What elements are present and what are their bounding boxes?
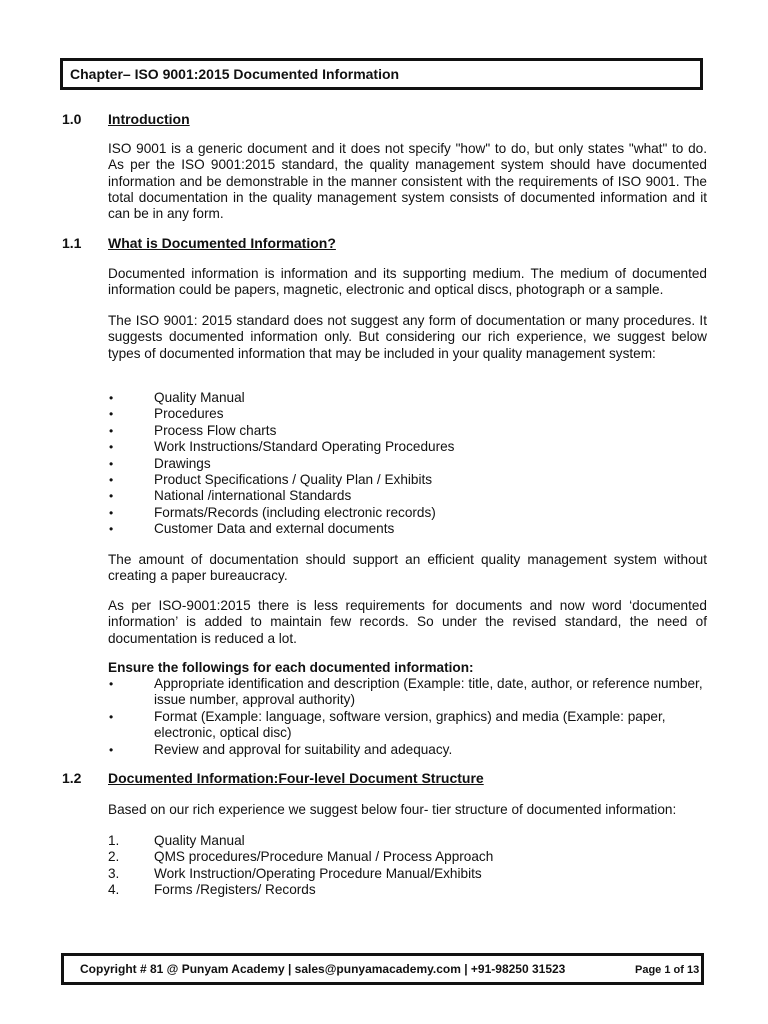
bullet-icon: • <box>109 473 114 488</box>
list-number: 3. <box>108 865 120 881</box>
intro-paragraph: ISO 9001 is a generic document and it does not specify "how" to do, but only states "what" to do. As per the ISO 9001:2015 standard, the quality management system should have documented information and be demonstrable in the manner consistent with the requirements of ISO 9001. The total documentation in the quality management system consists of documented information and it can be in any form. <box>108 141 707 222</box>
list-item: • Work Instructions/Standard Operating Procedures <box>109 439 455 455</box>
list-item: • Appropriate identification and description (Example: title, date, author, or reference number, issue number, approval authority) <box>109 676 703 708</box>
bullet-icon: • <box>109 407 114 422</box>
list-item: • Drawings <box>109 455 211 471</box>
page-footer <box>61 953 704 985</box>
list-item: • Format (Example: language, software version, graphics) and media (Example: paper, electronic, optical disc) <box>109 708 666 741</box>
page-number: Page 1 of 13 <box>635 964 700 976</box>
list-item: • Formats/Records (including electronic records) <box>109 504 436 520</box>
amount-paragraph: The amount of documentation should support an efficient quality management system without creating a paper bureaucracy. <box>108 552 707 584</box>
bullet-icon: • <box>109 742 114 757</box>
structure-list <box>108 833 708 899</box>
bullet-icon: • <box>109 709 114 724</box>
document-types-list <box>108 390 708 538</box>
list-number: 2. <box>108 849 120 865</box>
section-title: Documented Information:Four-level Document Structure <box>108 770 484 786</box>
list-number: 1. <box>108 833 120 848</box>
bullet-icon: • <box>109 677 114 691</box>
standard-paragraph: The ISO 9001: 2015 standard does not suggest any form of documentation or many procedures. It suggests documented information only. But considering our rich experience, we suggest below types of documented information that may be included in your quality management system: <box>108 313 707 361</box>
section-title: What is Documented Information? <box>108 235 336 251</box>
list-item: • Product Specifications / Quality Plan / Exhibits <box>109 472 433 488</box>
bullet-icon: • <box>109 505 114 520</box>
structure-paragraph: Based on our rich experience we suggest below four- tier structure of documented information: <box>108 802 677 817</box>
section-number: 1.2 <box>62 770 82 786</box>
list-item: • Quality Manual <box>109 390 245 405</box>
chapter-header <box>60 58 703 90</box>
list-item: 3. Work Instruction/Operating Procedure Manual/Exhibits <box>108 865 482 881</box>
section-title: Introduction <box>108 111 190 127</box>
bullet-icon: • <box>109 522 114 537</box>
list-item: 1. Quality Manual <box>108 833 245 848</box>
bullet-icon: • <box>109 391 114 405</box>
list-number: 4. <box>108 882 120 898</box>
list-item: • Procedures <box>109 406 224 422</box>
bullet-icon: • <box>109 423 114 438</box>
ensure-heading: Ensure the followings for each documented information: <box>108 660 474 675</box>
list-item: • Process Flow charts <box>109 422 277 438</box>
definition-paragraph: Documented information is information and its supporting medium. The medium of documented information could be papers, magnetic, electronic and optical discs, photograph or a sample. <box>108 266 707 298</box>
list-item: • National /international Standards <box>109 488 352 504</box>
bullet-icon: • <box>109 489 114 504</box>
bullet-icon: • <box>109 456 114 471</box>
section-number: 1.0 <box>62 111 82 127</box>
list-item: • Customer Data and external documents <box>109 521 395 537</box>
list-item: 4. Forms /Registers/ Records <box>108 882 316 898</box>
footer-copyright: Copyright # 81 @ Punyam Academy | sales@punyamacademy.com | +91-98250 31523 <box>80 962 566 976</box>
bullet-icon: • <box>109 440 114 455</box>
revision-paragraph: As per ISO-9001:2015 there is less requirements for documents and now word ‘documented information’ is added to maintain few records. So under the revised standard, the need of documentation is reduced a lot. <box>108 598 707 646</box>
list-item: 2. QMS procedures/Procedure Manual / Process Approach <box>108 849 494 865</box>
list-item: • Review and approval for suitability and adequacy. <box>109 741 453 757</box>
ensure-list <box>108 676 708 758</box>
section-number: 1.1 <box>62 235 82 251</box>
chapter-title: Chapter– ISO 9001:2015 Documented Information <box>70 66 400 82</box>
